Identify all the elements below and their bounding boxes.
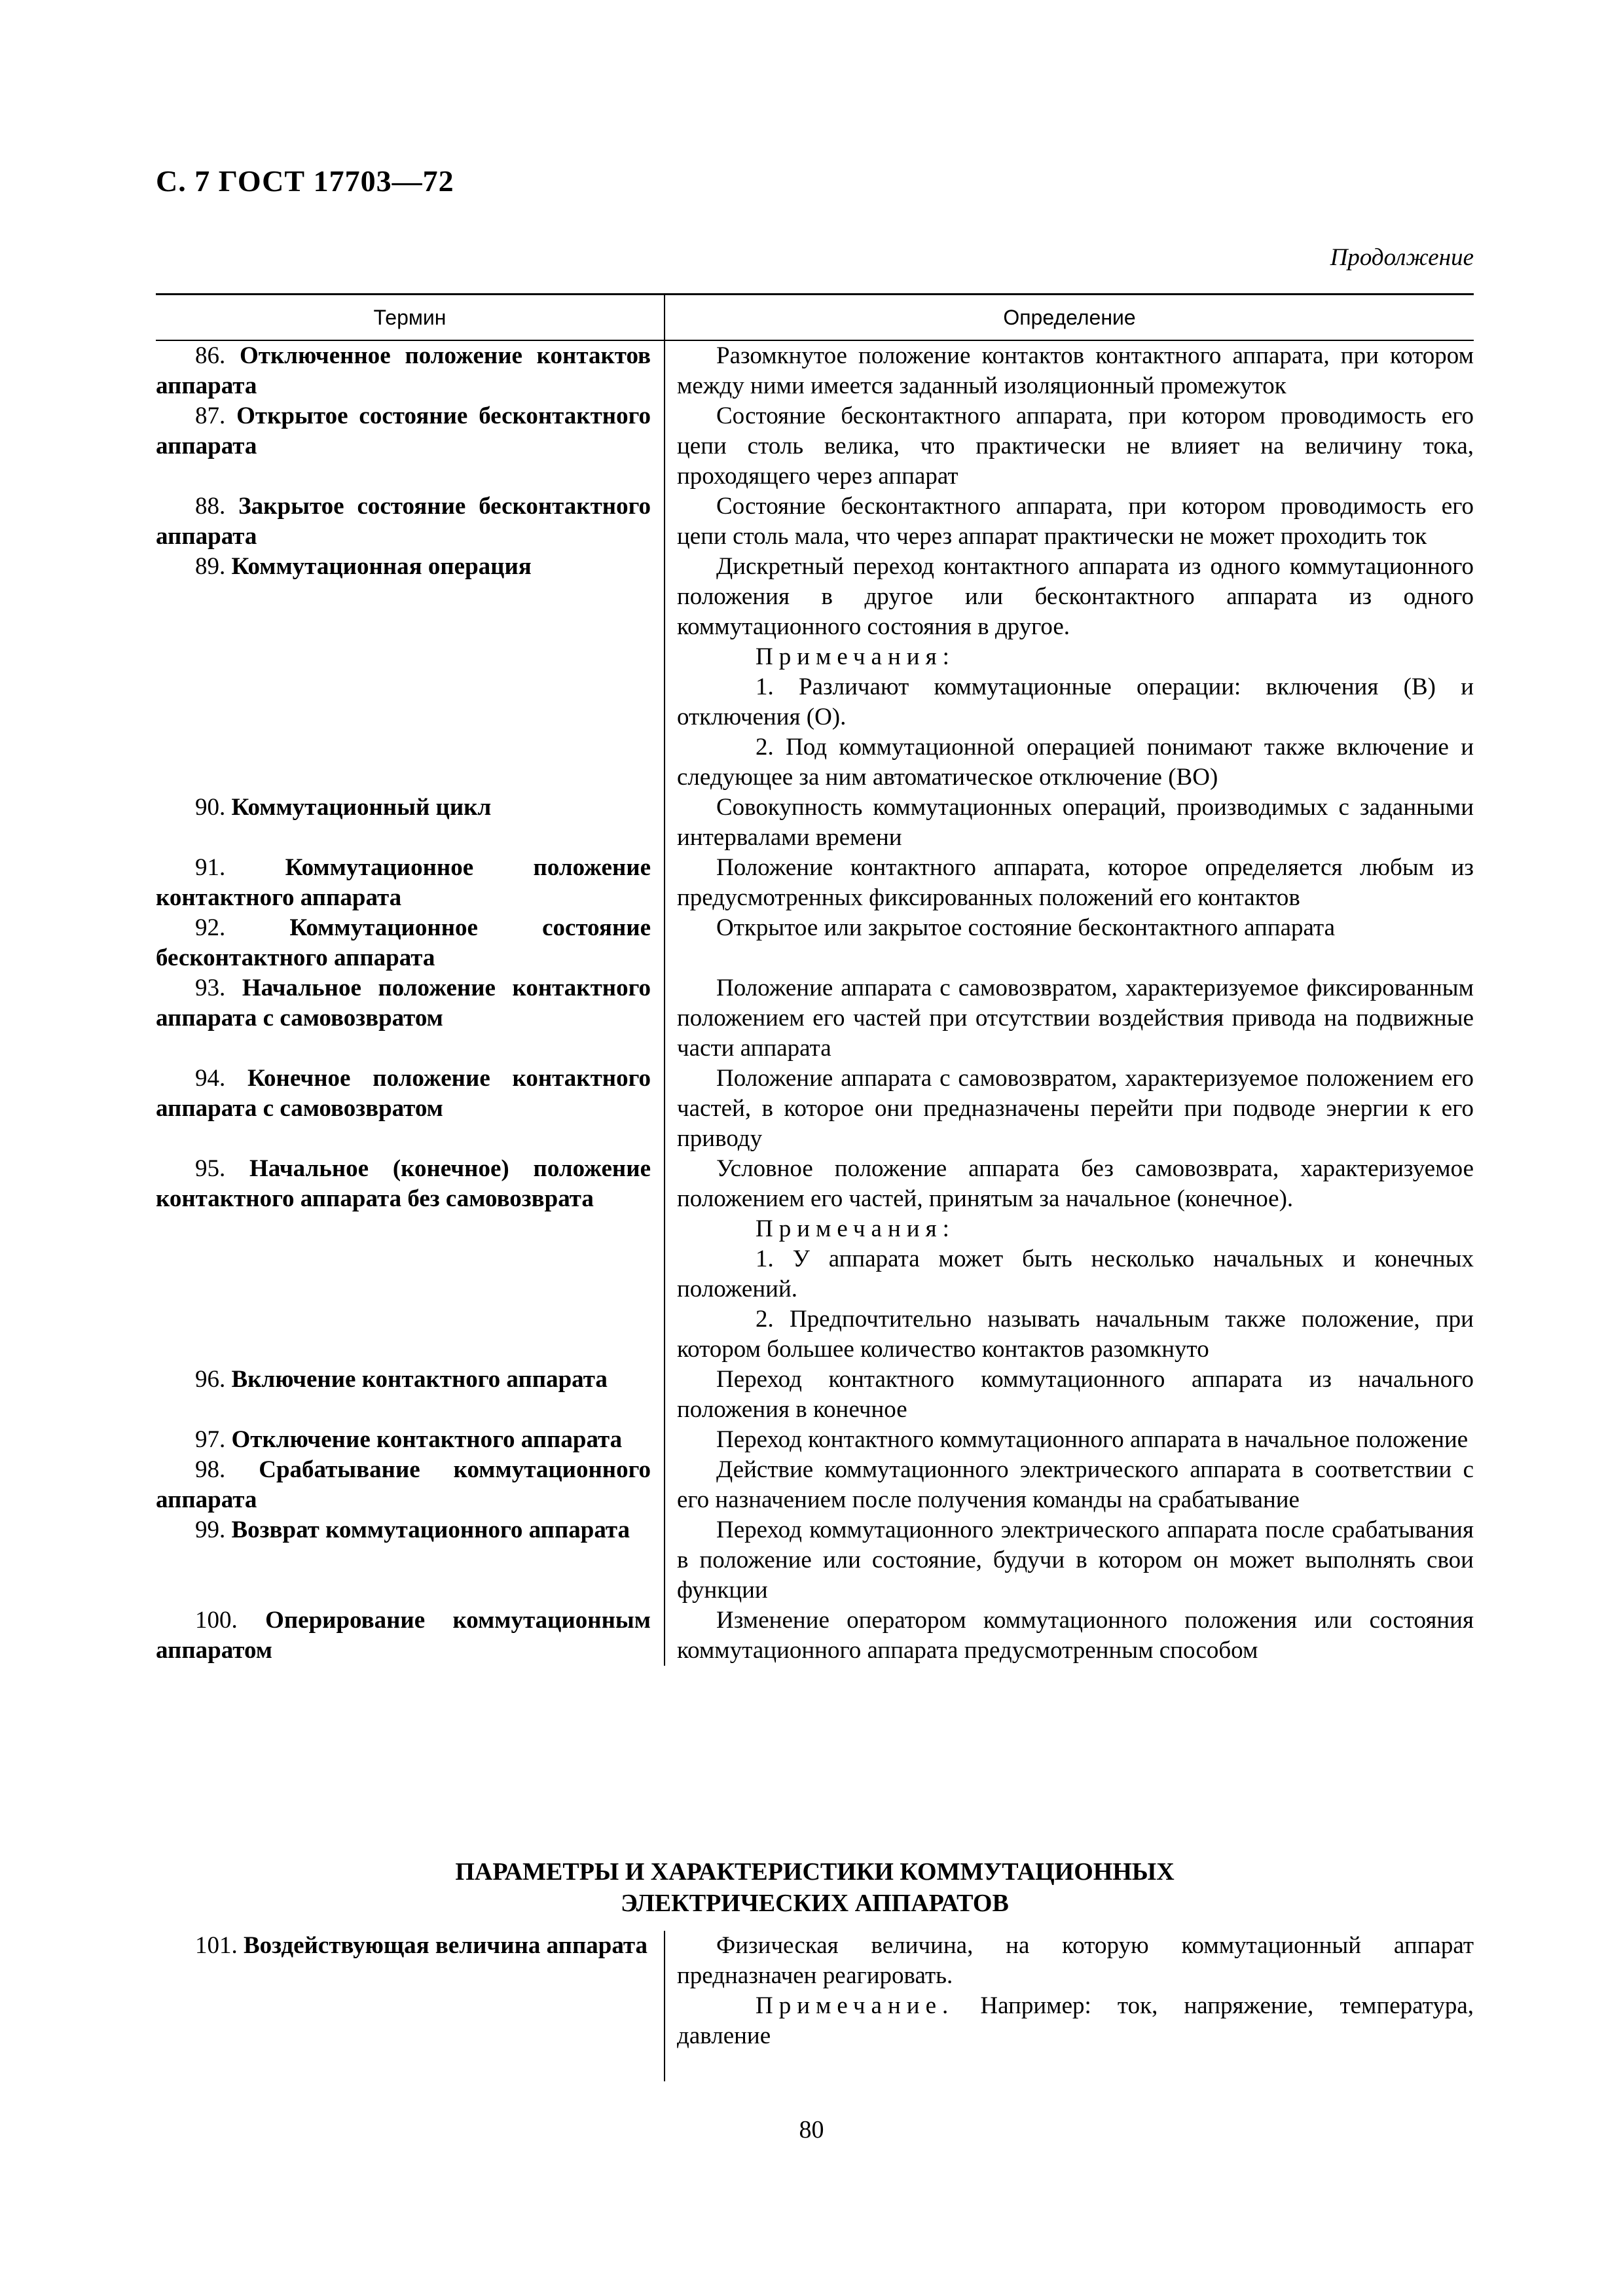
table-row	[156, 973, 1474, 1064]
definition-text: Физическая величина, на которую коммутационный аппарат предназначен реагировать.	[677, 1932, 1474, 1989]
page-header: С. 7 ГОСТ 17703—72	[156, 164, 454, 198]
note-label: Примечание.	[756, 1992, 955, 2019]
table-row	[156, 1515, 1474, 1605]
term-number: 97.	[195, 1426, 232, 1453]
definition-text: Совокупность коммутационных операций, производимых с заданными интервалами времени	[677, 794, 1474, 851]
term-number: 89.	[195, 553, 232, 580]
terms-table-2	[156, 1931, 1474, 2081]
definition-text: Изменение оператором коммутационного положения или состояния коммутационного аппарата предусмотренным способом	[677, 1607, 1474, 1664]
term-cell	[156, 973, 664, 1064]
term-name: Возврат коммутационного аппарата	[231, 1516, 630, 1543]
definition-cell	[664, 1064, 1474, 1154]
definition-text: Разомкнутое положение контактов контактного аппарата, при котором между ними имеется заданный изоляционный промежуток	[677, 342, 1474, 399]
term-number: 87.	[195, 403, 237, 429]
definition-cell	[664, 341, 1474, 401]
notes-title: Примечания:	[756, 643, 955, 670]
table-row	[156, 793, 1474, 853]
term-name: Коммутационная операция	[231, 553, 532, 580]
definition-cell	[664, 492, 1474, 552]
table-row	[156, 1154, 1474, 1365]
note-paragraph	[677, 1991, 1474, 2051]
definition-cell	[664, 1605, 1474, 1666]
term-cell	[156, 552, 664, 793]
table-row	[156, 1425, 1474, 1455]
terms-table	[156, 293, 1474, 1666]
term-name: Открытое состояние бесконтактного аппарата	[156, 403, 651, 459]
column-header-term: Термин	[373, 305, 447, 329]
definition-cell	[664, 973, 1474, 1064]
term-cell	[156, 913, 664, 973]
definition-cell	[664, 793, 1474, 853]
term-number: 101.	[195, 1932, 244, 1959]
term-name: Коммутационное положение контактного аппарата	[156, 854, 651, 911]
section-title	[156, 1856, 1474, 1919]
table-row	[156, 1365, 1474, 1425]
term-name: Воздействующая величина аппарата	[244, 1932, 648, 1959]
table-body	[156, 341, 1474, 1666]
term-cell	[156, 793, 664, 853]
definition-cell	[664, 401, 1474, 492]
term-number: 92.	[195, 914, 290, 941]
definition-cell	[664, 1365, 1474, 1425]
definition-text: Переход контактного коммутационного аппарата из начального положения в конечное	[677, 1366, 1474, 1423]
note-text: 2. Предпочтительно называть начальным также положение, при котором большее количество контактов разомкнуто	[677, 1306, 1474, 1363]
term-cell	[156, 341, 664, 401]
table-row	[156, 1605, 1474, 1666]
definition-text: Действие коммутационного электрического аппарата в соответствии с его назначением после получения команды на срабатывание	[677, 1456, 1474, 1513]
term-name: Начальное положение контактного аппарата с самовозвратом	[156, 975, 651, 1031]
term-number: 90.	[195, 794, 232, 821]
table-row	[156, 1455, 1474, 1515]
definition-text: Переход коммутационного электрического аппарата после срабатывания в положение или состояние, будучи в котором он может выполнять свои функции	[677, 1516, 1474, 1604]
table-body-2	[156, 1931, 1474, 2081]
term-name: Конечное положение контактного аппарата с самовозвратом	[156, 1065, 651, 1122]
table-row	[156, 1931, 1474, 2081]
column-header-definition: Определение	[664, 295, 1474, 340]
definition-cell	[664, 1425, 1474, 1455]
definition-text: Условное положение аппарата без самовозврата, характеризуемое положением его частей, принятым за начальное (конечное).	[677, 1155, 1474, 1212]
term-number: 91.	[195, 854, 285, 881]
definition-text: Переход контактного коммутационного аппарата в начальное положение	[716, 1426, 1468, 1453]
definition-cell	[664, 552, 1474, 793]
definition-cell	[664, 1154, 1474, 1365]
definition-cell	[664, 1931, 1474, 2081]
term-cell	[156, 492, 664, 552]
term-name: Срабатывание коммутационного аппарата	[156, 1456, 651, 1513]
term-number: 100.	[195, 1607, 266, 1634]
definition-text: Дискретный переход контактного аппарата из одного коммутационного положения в другое или бесконтактного аппарата из одного коммутационного состояния в другое.	[677, 553, 1474, 640]
term-number: 95.	[195, 1155, 250, 1182]
notes-title: Примечания:	[756, 1215, 955, 1242]
section-title-line-1: ПАРАМЕТРЫ И ХАРАКТЕРИСТИКИ КОММУТАЦИОННЫХ	[455, 1858, 1175, 1886]
term-cell	[156, 1425, 664, 1455]
term-cell	[156, 1064, 664, 1154]
term-cell	[156, 1455, 664, 1515]
term-name: Отключение контактного аппарата	[231, 1426, 623, 1453]
term-name: Оперирование коммутационным аппаратом	[156, 1607, 651, 1664]
definition-text: Положение аппарата с самовозвратом, характеризуемое положением его частей, в которое они предназначены перейти при подводе энергии к его приводу	[677, 1065, 1474, 1152]
definition-text: Положение аппарата с самовозвратом, характеризуемое фиксированным положением его частей при отсутствии воздействия привода на подвижные части аппарата	[677, 975, 1474, 1062]
term-name: Отключенное положение контактов аппарата	[156, 342, 651, 399]
term-cell	[156, 1515, 664, 1605]
term-number: 99.	[195, 1516, 232, 1543]
term-name: Коммутационный цикл	[231, 794, 492, 821]
definition-cell	[664, 1515, 1474, 1605]
note-text: 1. У аппарата может быть несколько начальных и конечных положений.	[677, 1246, 1474, 1302]
term-number: 86.	[195, 342, 240, 369]
definition-text: Состояние бесконтактного аппарата, при котором проводимость его цепи столь мала, что через аппарат практически не может проходить ток	[677, 493, 1474, 550]
term-cell	[156, 1931, 664, 2081]
term-name: Включение контактного аппарата	[231, 1366, 608, 1393]
definition-text: Состояние бесконтактного аппарата, при котором проводимость его цепи столь велика, что практически не влияет на величину тока, проходящего через аппарат	[677, 403, 1474, 490]
term-number: 93.	[195, 975, 242, 1001]
table-row	[156, 552, 1474, 793]
definition-cell	[664, 853, 1474, 913]
definition-cell	[664, 1455, 1474, 1515]
table-row	[156, 492, 1474, 552]
term-name: Коммутационное состояние бесконтактного аппарата	[156, 914, 651, 971]
definition-text: Положение контактного аппарата, которое определяется любым из предусмотренных фиксированных положений его контактов	[677, 854, 1474, 911]
note-text: 1. Различают коммутационные операции: включения (В) и отключения (О).	[677, 673, 1474, 730]
term-name: Начальное (конечное) положение контактного аппарата без самовозврата	[156, 1155, 651, 1212]
section-title-line-2: ЭЛЕКТРИЧЕСКИХ АППАРАТОВ	[621, 1890, 1009, 1917]
table-row	[156, 853, 1474, 913]
term-cell	[156, 401, 664, 492]
term-number: 94.	[195, 1065, 248, 1092]
term-cell	[156, 1365, 664, 1425]
table-row	[156, 341, 1474, 401]
table-row	[156, 1064, 1474, 1154]
table-header	[156, 293, 1474, 341]
continuation-label: Продолжение	[1330, 244, 1474, 271]
definition-text: Открытое или закрытое состояние бесконтактного аппарата	[716, 914, 1336, 941]
note-text: Например: ток, напряжение, температура, давление	[677, 1992, 1474, 2049]
note-text: 2. Под коммутационной операцией понимают также включение и следующее за ним автоматическое отключение (ВО)	[677, 734, 1474, 791]
term-number: 88.	[195, 493, 239, 520]
page-number: 80	[799, 2116, 824, 2144]
term-number: 96.	[195, 1366, 232, 1393]
term-cell	[156, 853, 664, 913]
table-row	[156, 401, 1474, 492]
term-cell	[156, 1154, 664, 1365]
term-cell	[156, 1605, 664, 1666]
term-name: Закрытое состояние бесконтактного аппарата	[156, 493, 651, 550]
term-number: 98.	[195, 1456, 259, 1483]
definition-cell	[664, 913, 1474, 973]
table-row	[156, 913, 1474, 973]
